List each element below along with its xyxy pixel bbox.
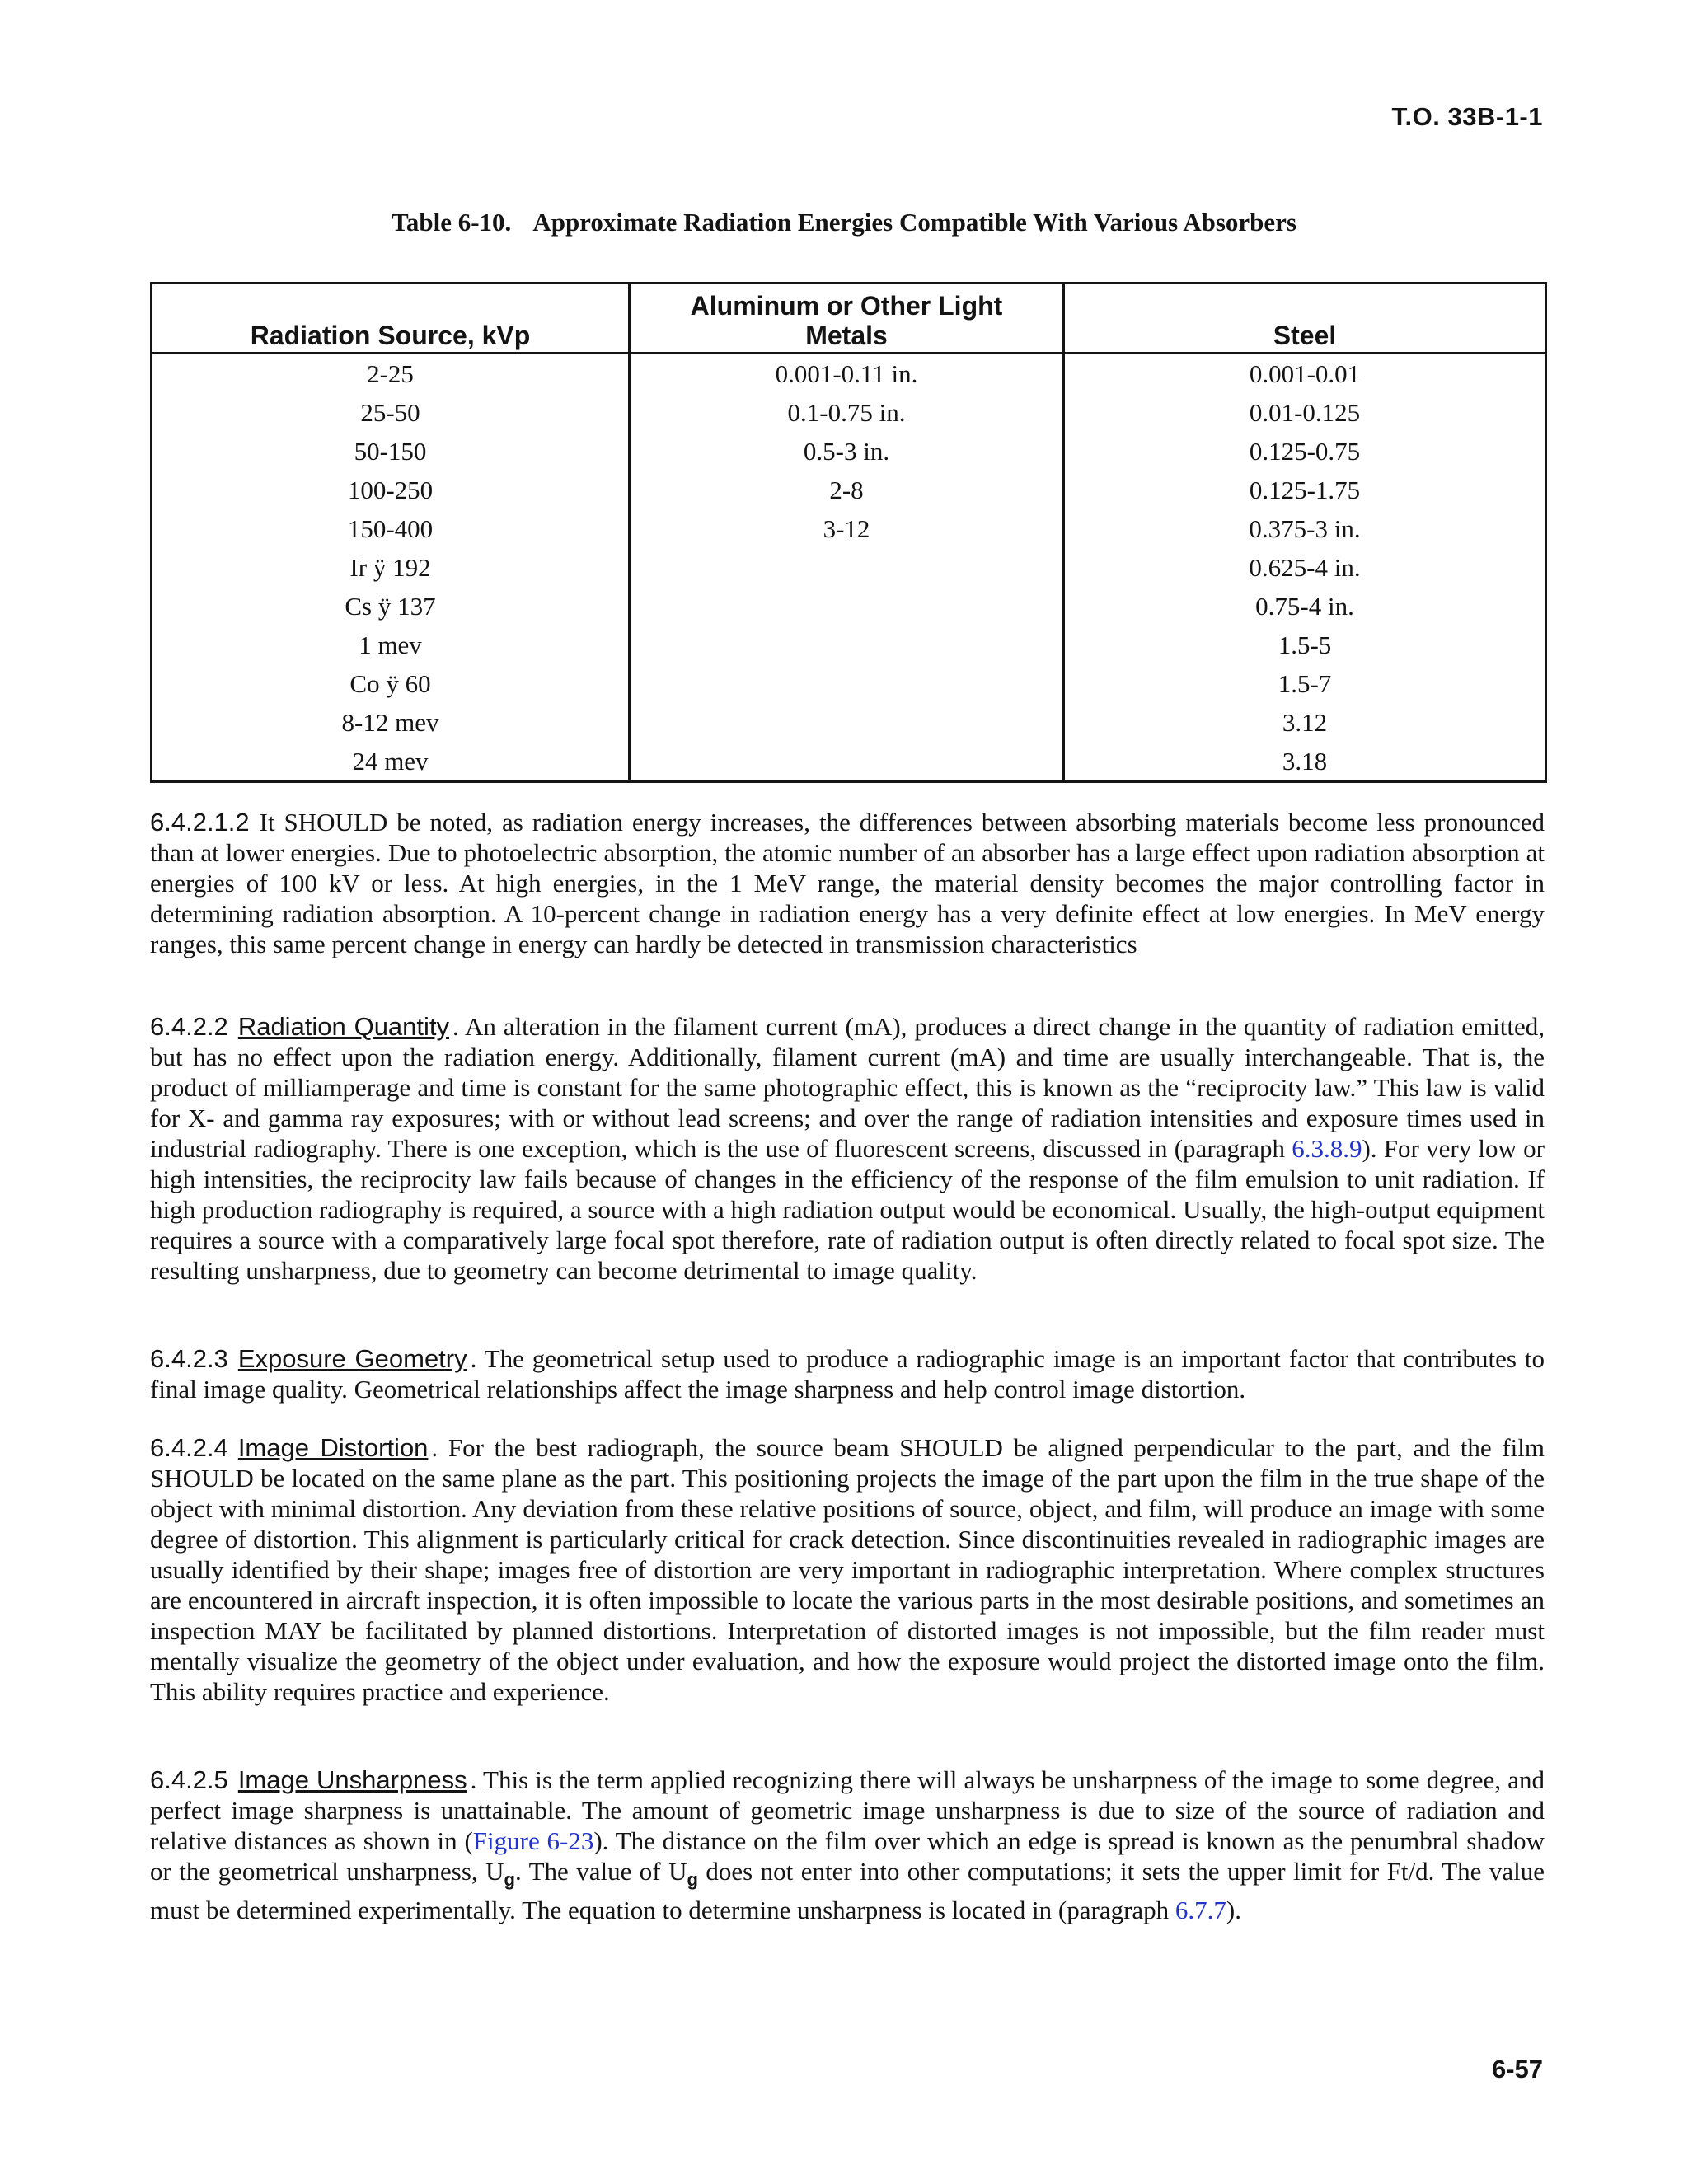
cell-aluminum: 2-8 [630,471,1064,509]
paragraph-link-6-7-7[interactable]: 6.7.7 [1175,1896,1226,1924]
cell-steel: 3.18 [1064,742,1546,782]
paragraph-text-end: ). [1226,1896,1241,1924]
paragraph-6-4-2-5 [150,1765,1545,1925]
figure-link-6-23[interactable]: Figure 6-23 [472,1826,594,1855]
paragraph-text: . For the best radiograph, the source beam SHOULD be aligned perpendicular to the part, and the film SHOULD be located on the same plane as the part. This positioning projects the image of the part upon the film in the true shape of the object with minimal distortion. Any deviation from these relative positions of source, object, and film, will produce an image with some degree of distortion. This alignment is particularly critical for crack detection. Since discontinuities revealed in radiographic images are usually identified by their shape; images free of distortion are very important in radiographic interpretation. Where complex structures are encountered in aircraft inspection, it is often impossible to locate the various parts in the most desirable positions, and sometimes an inspection MAY be facilitated by planned distortions. Interpretation of distorted images is not impossible, but the film reader must mentally visualize the geometry of the object under evaluation, and how the exposure would project the distorted image onto the film. This ability requires practice and experience. [150,1433,1545,1706]
page-number: 6-57 [1491,2055,1543,2083]
table-header-row [152,284,1546,354]
column-header-aluminum-line2: Metals [805,321,888,350]
cell-source: 8-12 mev [152,703,630,742]
paragraph-number: 6.4.2.1.2 [150,808,250,837]
table-caption-title: Approximate Radiation Energies Compatible With Various Absorbers [532,208,1296,237]
column-header-source: Radiation Source, kVp [152,284,630,354]
paragraph-number: 6.4.2.2 [150,1012,228,1041]
cell-source: 2-25 [152,354,630,394]
column-header-steel: Steel [1064,284,1546,354]
paragraph-number: 6.4.2.5 [150,1765,228,1794]
cell-source: Cs ÿ 137 [152,587,630,626]
table-caption [0,208,1688,237]
column-header-aluminum [630,284,1064,354]
paragraph-heading: Image Distortion [237,1433,429,1462]
cell-source: 100-250 [152,471,630,509]
paragraph-text-continued: ). For very low or high intensities, the reciprocity law fails because of changes in the efficiency of the response of the film emulsion to unit radiation. If high production radiography is required, a source with a high radiation output would be economical. Usually, the high-output equipment requires a source with a comparatively large focal spot therefore, rate of radiation output is often directly related to focal spot size. The resulting unsharpness, due to geometry can become detrimental to image quality. [150,1134,1545,1285]
cell-aluminum: 0.5-3 in. [630,432,1064,471]
paragraph-text-continued: ). The distance on the film over which an edge is spread is known as the penumbral shadow or the geometrical unsharpness, U [150,1826,1545,1886]
cell-aluminum [630,587,1064,626]
table-row [152,393,1546,432]
paragraph-text-continued: does not enter into other computations; it sets the upper limit for Ft/d. The value must be determined experimentally. The equation to determine unsharpness is located in (paragraph [150,1857,1545,1924]
subscript-g: g [687,1869,698,1890]
paragraph-text: . This is the term applied recognizing there will always be unsharpness of the image to some degree, and perfect image sharpness is unattainable. The amount of geometric image unsharpness is due to size of the source of radiation and relative distances as shown in ( [150,1765,1545,1855]
subscript-g: g [504,1869,515,1890]
cell-source: 25-50 [152,393,630,432]
cell-aluminum: 0.001-0.11 in. [630,354,1064,394]
cell-steel: 0.625-4 in. [1064,548,1546,587]
cell-aluminum [630,548,1064,587]
cell-aluminum [630,703,1064,742]
paragraph-heading: Radiation Quantity [237,1012,450,1041]
paragraph-number: 6.4.2.4 [150,1433,228,1462]
cell-steel: 0.125-1.75 [1064,471,1546,509]
cell-aluminum: 0.1-0.75 in. [630,393,1064,432]
paragraph-heading: Exposure Geometry [237,1344,467,1373]
table-row [152,664,1546,703]
paragraph-text-continued: . The value of U [514,1857,687,1886]
column-header-aluminum-line1: Aluminum or Other Light [690,291,1003,321]
table-row [152,626,1546,664]
table-row [152,587,1546,626]
table-row [152,742,1546,782]
cell-aluminum [630,626,1064,664]
document-number: T.O. 33B-1-1 [1391,102,1543,131]
paragraph-text: . The geometrical setup used to produce a radiographic image is an important factor that contributes to final image quality. Geometrical relationships affect the image sharpness and help control image distortion. [150,1344,1545,1404]
cell-steel: 0.375-3 in. [1064,509,1546,548]
table-row [152,471,1546,509]
cell-steel: 0.125-0.75 [1064,432,1546,471]
table-caption-number: Table 6-10. [392,208,512,237]
cell-steel: 0.001-0.01 [1064,354,1546,394]
cell-source: Co ÿ 60 [152,664,630,703]
cell-aluminum [630,742,1064,782]
paragraph-6-4-2-1-2 [150,807,1545,959]
paragraph-6-4-2-4 [150,1432,1545,1707]
paragraph-heading: Image Unsharpness [237,1765,467,1794]
cell-source: 1 mev [152,626,630,664]
paragraph-number: 6.4.2.3 [150,1344,228,1373]
cell-steel: 0.75-4 in. [1064,587,1546,626]
cell-steel: 1.5-7 [1064,664,1546,703]
radiation-energy-table [150,282,1547,783]
paragraph-link-6-3-8-9[interactable]: 6.3.8.9 [1292,1134,1362,1163]
table-row [152,703,1546,742]
paragraph-text: It SHOULD be noted, as radiation energy increases, the differences between absorbing materials become less pronounced than at lower energies. Due to photoelectric absorption, the atomic number of an absorber has a large effect upon radiation absorption at energies of 100 kV or less. At high energies, in the 1 MeV range, the material density becomes the major controlling factor in determining radiation absorption. A 10-percent change in radiation energy has a very definite effect at low energies. In MeV energy ranges, this same percent change in energy can hardly be detected in transmission characteristics [150,808,1545,958]
cell-source: 150-400 [152,509,630,548]
paragraph-6-4-2-2 [150,1011,1545,1286]
cell-steel: 3.12 [1064,703,1546,742]
paragraph-6-4-2-3 [150,1343,1545,1404]
table-row [152,432,1546,471]
cell-source: 50-150 [152,432,630,471]
cell-steel: 0.01-0.125 [1064,393,1546,432]
table-row [152,354,1546,394]
table-row [152,548,1546,587]
cell-source: Ir ÿ 192 [152,548,630,587]
cell-aluminum: 3-12 [630,509,1064,548]
cell-source: 24 mev [152,742,630,782]
table-row [152,509,1546,548]
paragraph-text: . An alteration in the filament current (mA), produces a direct change in the quantity of radiation emitted, but has no effect upon the radiation energy. Additionally, filament current (mA) and time are usually interchangeable. That is, the product of milliamperage and time is constant for the same photographic effect, this is known as the “reciprocity law.” This law is valid for X- and gamma ray exposures; with or without lead screens; and over the range of radiation intensities and exposure times used in industrial radiography. There is one exception, which is the use of fluorescent screens, discussed in (paragraph [150,1012,1545,1163]
cell-aluminum [630,664,1064,703]
cell-steel: 1.5-5 [1064,626,1546,664]
